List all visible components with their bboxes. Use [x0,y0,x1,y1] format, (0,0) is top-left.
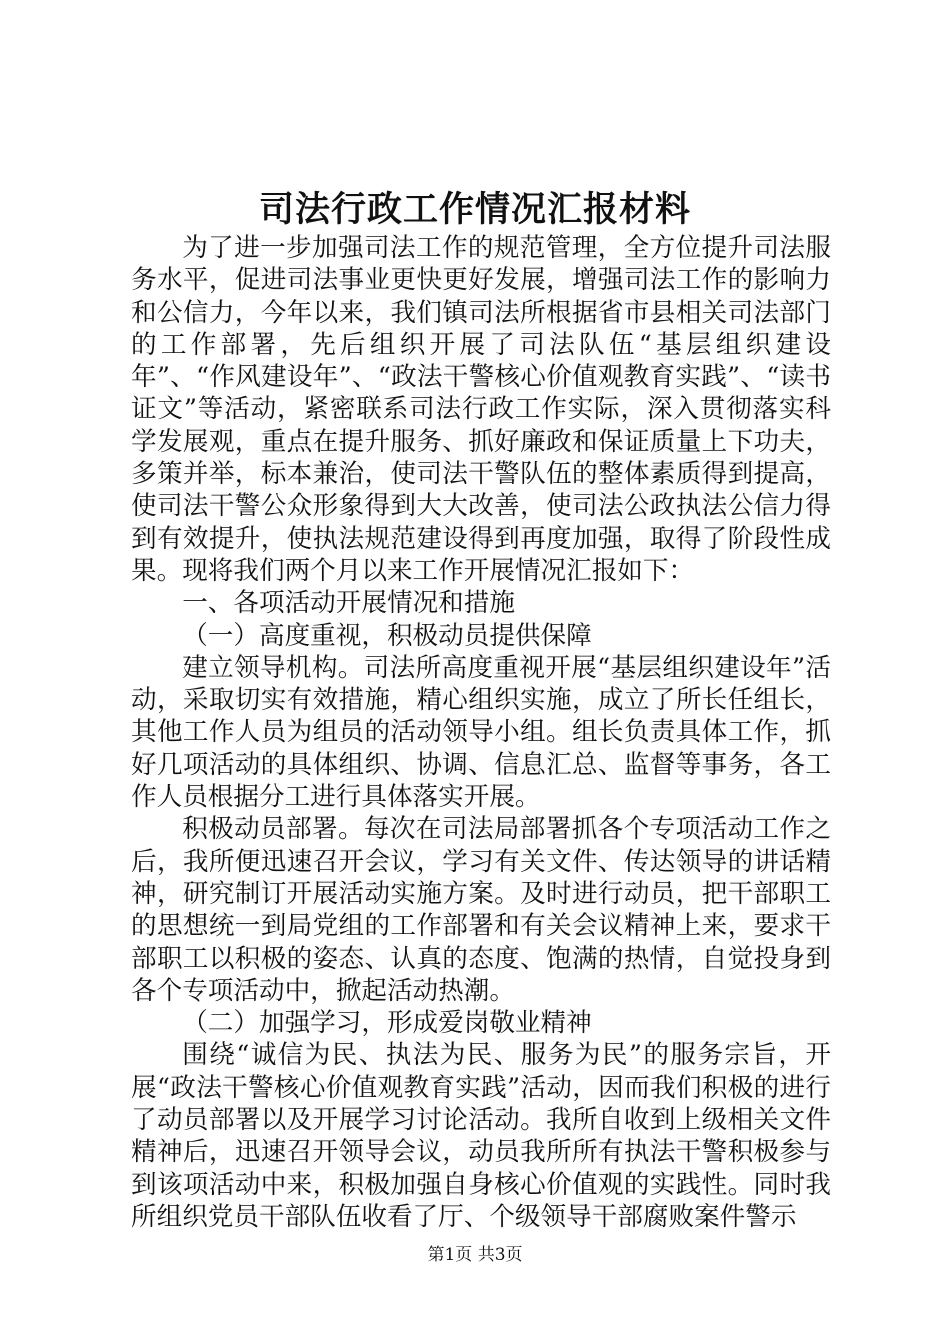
section-heading-1: 一、各项活动开展情况和措施 [182,588,515,619]
subsection-heading-1: （一）高度重视，积极动员提供保障 [182,620,592,651]
page-number: 第1页 共3页 [427,1245,523,1265]
document-title: 司法行政工作情况汇报材料 [258,189,691,230]
paragraph-study: 围绕“诚信为民、执法为民、服务为民”的服务宗旨，开展“政法干警核心价值观教育实践”活动，因而我们积极的进行了动员部署以及开展学习讨论活动。我所自收到上级相关文件精神后，迅速召开领导会议，动员我所所有执法干警积极参与到该项活动中来，积极加强自身核心价值观的实践性。同时我所组织党员干部队伍收看了厅、个级领导干部腐败案件警示 [131,1040,831,1232]
intro-paragraph: 为了进一步加强司法工作的规范管理，全方位提升司法服务水平，促进司法事业更快更好发展，增强司法工作的影响力和公信力，今年以来，我们镇司法所根据省市县相关司法部门的工作部署，先后组织开展了司法队伍“基层组织建设年”、“作风建设年”、“政法干警核心价值观教育实践”、“读书证文”等活动，紧密联系司法行政工作实际，深入贯彻落实科学发展观，重点在提升服务、抓好廉政和保证质量上下功夫，多策并举，标本兼治，使司法干警队伍的整体素质得到提高，使司法干警公众形象得到大大改善，使司法公政执法公信力得到有效提升，使执法规范建设得到再度加强，取得了阶段性成果。现将我们两个月以来工作开展情况汇报如下： [131,233,831,586]
subsection-heading-2: （二）加强学习，形成爱岗敬业精神 [182,1008,592,1039]
document-body [131,232,831,1233]
paragraph-mobilization: 积极动员部署。每次在司法局部署抓各个专项活动工作之后，我所便迅速召开会议，学习有关文件、传达领导的讲话精神，研究制订开展活动实施方案。及时进行动员，把干部职工的思想统一到局党组的工作部署和有关会议精神上来，要求干部职工以积极的姿态、认真的态度、饱满的热情，自觉投身到各个专项活动中，掀起活动热潮。 [131,814,831,1006]
paragraph-leadership: 建立领导机构。司法所高度重视开展“基层组织建设年”活动，采取切实有效措施，精心组织实施，成立了所长任组长，其他工作人员为组员的活动领导小组。组长负责具体工作，抓好几项活动的具体组织、协调、信息汇总、监督等事务，各工作人员根据分工进行具体落实开展。 [131,652,831,813]
